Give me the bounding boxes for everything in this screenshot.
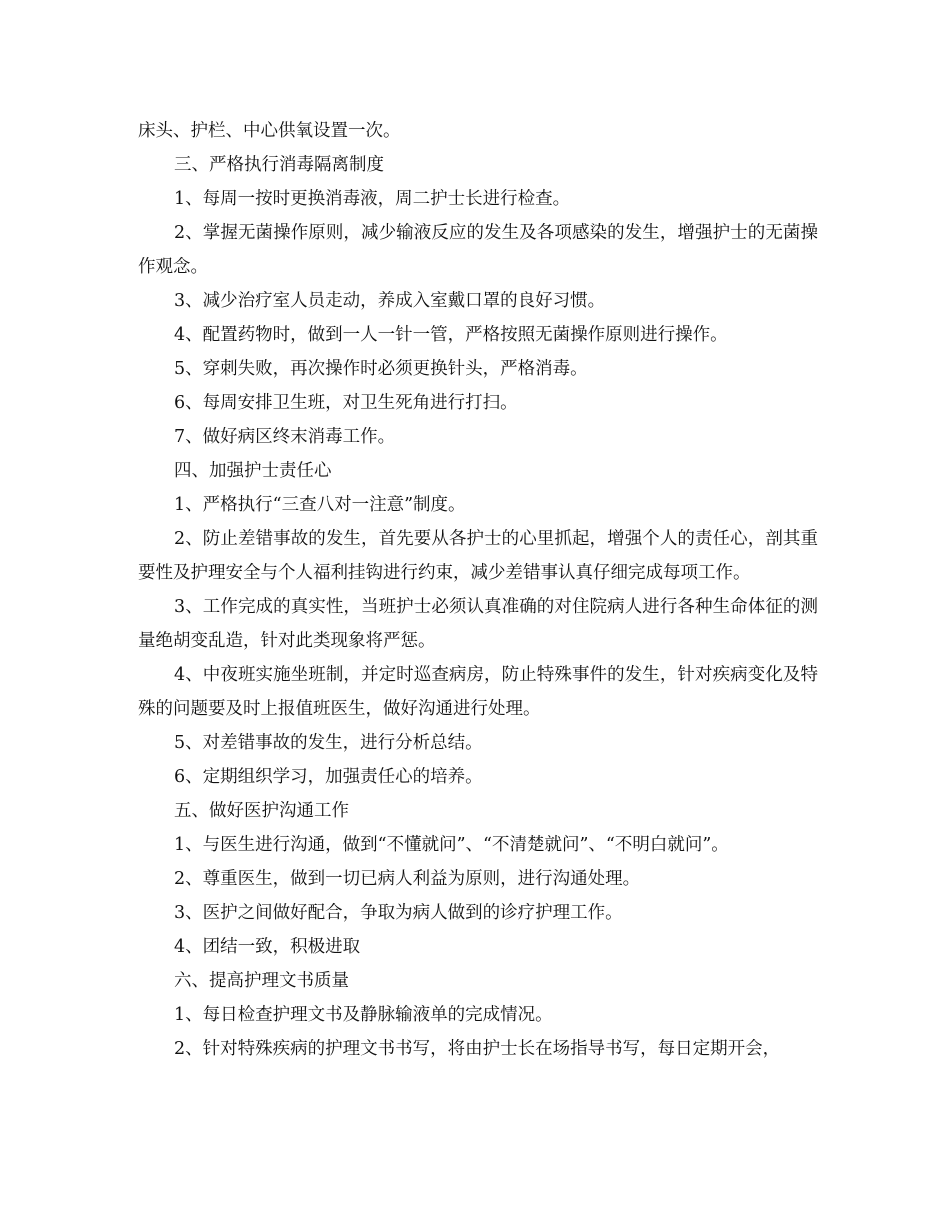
paragraph: 3、医护之间做好配合，争取为病人做到的诊疗护理工作。 — [174, 903, 623, 923]
document-body — [138, 114, 818, 1066]
paragraph: 床头、护栏、中心供氧设置一次。 — [138, 121, 401, 141]
paragraph: 2、防止差错事故的发生，首先要从各护士的心里抓起，增强个人的责任心，剖其重要性及护理安全与个人福利挂钩进行约束，减少差错事认真仔细完成每项工作。 — [138, 529, 818, 583]
paragraph: 1、严格执行“三查八对一注意”制度。 — [174, 495, 466, 515]
paragraph: 3、工作完成的真实性，当班护士必须认真准确的对住院病人进行各种生命体征的测量绝胡变乱造，针对此类现象将严惩。 — [138, 597, 818, 651]
section-heading: 四、加强护士责任心 — [174, 461, 332, 481]
paragraph: 6、定期组织学习，加强责任心的培养。 — [174, 767, 483, 787]
paragraph: 2、掌握无菌操作原则，减少输液反应的发生及各项感染的发生，增强护士的无菌操作观念。 — [138, 223, 818, 277]
paragraph: 1、每周一按时更换消毒液，周二护士长进行检查。 — [174, 189, 571, 209]
paragraph: 3、减少治疗室人员走动，养成入室戴口罩的良好习惯。 — [174, 291, 606, 311]
paragraph: 7、做好病区终末消毒工作。 — [174, 427, 396, 447]
paragraph: 1、每日检查护理文书及静脉输液单的完成情况。 — [174, 1005, 553, 1025]
paragraph: 6、每周安排卫生班，对卫生死角进行打扫。 — [174, 393, 518, 413]
section-heading: 六、提高护理文书质量 — [174, 971, 349, 991]
section-heading: 五、做好医护沟通工作 — [174, 801, 349, 821]
paragraph: 4、中夜班实施坐班制，并定时巡查病房，防止特殊事件的发生，针对疾病变化及特殊的问题要及时上报值班医生，做好沟通进行处理。 — [138, 665, 818, 719]
paragraph: 1、与医生进行沟通，做到“不懂就问”、“不清楚就问”、“不明白就问”。 — [174, 835, 729, 855]
paragraph: 2、针对特殊疾病的护理文书书写，将由护士长在场指导书写，每日定期开会， — [174, 1039, 781, 1059]
paragraph: 2、尊重医生，做到一切已病人利益为原则，进行沟通处理。 — [174, 869, 641, 889]
paragraph: 4、团结一致，积极进取 — [174, 937, 361, 957]
paragraph: 4、配置药物时，做到一人一针一管，严格按照无菌操作原则进行操作。 — [174, 325, 728, 345]
paragraph: 5、穿刺失败，再次操作时必须更换针头，严格消毒。 — [174, 359, 588, 379]
section-heading: 三、严格执行消毒隔离制度 — [174, 155, 384, 175]
paragraph: 5、对差错事故的发生，进行分析总结。 — [174, 733, 483, 753]
